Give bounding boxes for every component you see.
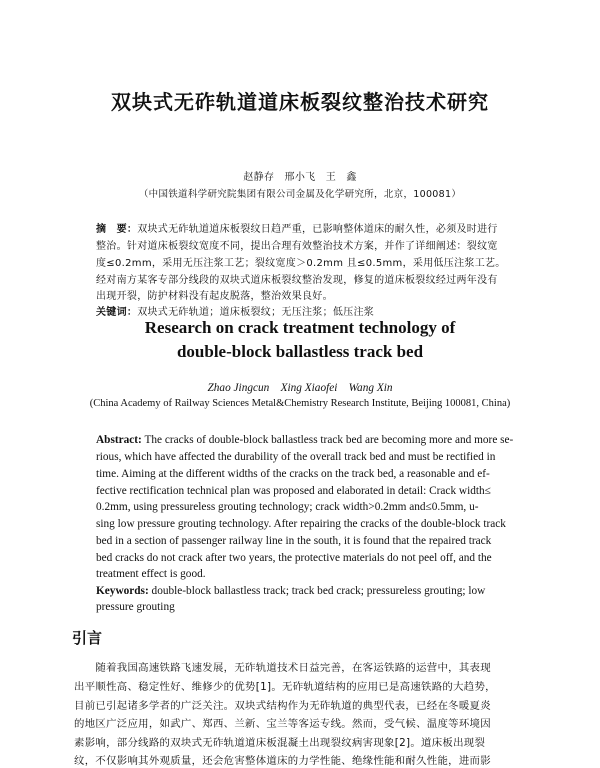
en-keywords: double-block ballastless track; track bed crack; pressureless grouting; low	[151, 585, 486, 597]
text-line: sing low pressure grouting technology. After repairing the cracks of the double-block track	[96, 518, 506, 530]
text-line: 双块式无砟轨道道床板裂纹日趋严重，已影响整体道床的耐久性，必须及时进行	[137, 224, 498, 235]
zh-keywords: 双块式无砟轨道；道床板裂纹；无压注浆；低压注浆	[137, 307, 375, 318]
zh-abstract-label: 摘 要：	[96, 224, 138, 235]
zh-keywords-label: 关键词：	[96, 307, 138, 318]
text-line: The cracks of double-block ballastless track bed are becoming more and more se-	[144, 434, 514, 446]
text-line: 纹，不仅影响其外观质量，还会危害整体道床的力学性能、绝缘性能和耐久性能，进而影	[74, 755, 491, 767]
text-line: 出平顺性高、稳定性好、维修少的优势[1]。无砟轨道结构的应用已是高速铁路的大趋势，	[74, 681, 496, 693]
zh-authors: 赵静存 邢小飞 王 鑫	[243, 172, 357, 183]
text-line: time. Aiming at the different widths of the cracks on the track bed, a reasonable and ef-	[96, 468, 490, 480]
text-line: rious, which have affected the durability of the overall track bed and must be rectified in	[96, 451, 496, 463]
zh-affiliation: （中国铁道科学研究院集团有限公司金属及化学研究所，北京，100081）	[138, 189, 462, 200]
text-line: bed cracks do not crack after two years, the protective materials do not peel off, and the	[96, 552, 492, 564]
en-authors: Zhao Jingcun Xing Xiaofei Wang Xin	[207, 382, 393, 394]
en-title-line: double-block ballastless track bed	[176, 342, 424, 361]
text-line: bed in a section of passenger railway line in the south, it is found that the repaired track	[96, 535, 492, 547]
text-line: fective rectification technical plan was proposed and elaborated in detail: Crack width≤	[96, 485, 491, 497]
text-line: 度≤0.2mm，采用无压注浆工艺；裂纹宽度＞0.2mm 且≤0.5mm，采用低压注浆工艺。	[96, 258, 506, 269]
text-line: 0.2mm, using pressureless grouting technology; crack width>0.2mm and≤0.5mm, u-	[96, 501, 479, 513]
text-line: 出现开裂，防护材料没有起皮脱落，整治效果良好。	[96, 291, 333, 302]
text-line: pressure grouting	[96, 601, 175, 613]
text-line: 整治。针对道床板裂纹宽度不同，提出合理有效整治技术方案，并作了详细阐述：裂纹宽	[96, 241, 498, 252]
en-title-line: Research on crack treatment technology of	[144, 318, 456, 337]
en-title	[0, 316, 600, 364]
zh-title: 双块式无砟轨道道床板裂纹整治技术研究	[111, 90, 489, 114]
text-line: 目前已引起诸多学者的广泛关注。双块式结构作为无砟轨道的典型代表，已经在冬暖夏炎	[74, 700, 491, 712]
intro-heading: 引言	[72, 629, 103, 647]
text-line: 素影响，部分线路的双块式无砟轨道道床板混凝土出现裂纹病害现象[2]。道床板出现裂	[74, 737, 486, 749]
en-affiliation: (China Academy of Railway Sciences Metal&Chemistry Research Institute, Beijing 100081, China)	[89, 398, 511, 409]
text-line: treatment effect is good.	[96, 568, 206, 580]
en-abstract-label: Abstract:	[96, 434, 142, 446]
en-keywords-label: Keywords:	[96, 585, 149, 597]
text-line: 的地区广泛应用，如武广、郑西、兰新、宝兰等客运专线。然而，受气候、温度等环境因	[74, 718, 491, 730]
text-line: 随着我国高速铁路飞速发展，无砟轨道技术日益完善，在客运铁路的运营中，其表现	[74, 662, 491, 674]
text-line: 经对南方某客专部分线段的双块式道床板裂纹整治发现，修复的道床板裂纹经过两年没有	[96, 275, 498, 286]
